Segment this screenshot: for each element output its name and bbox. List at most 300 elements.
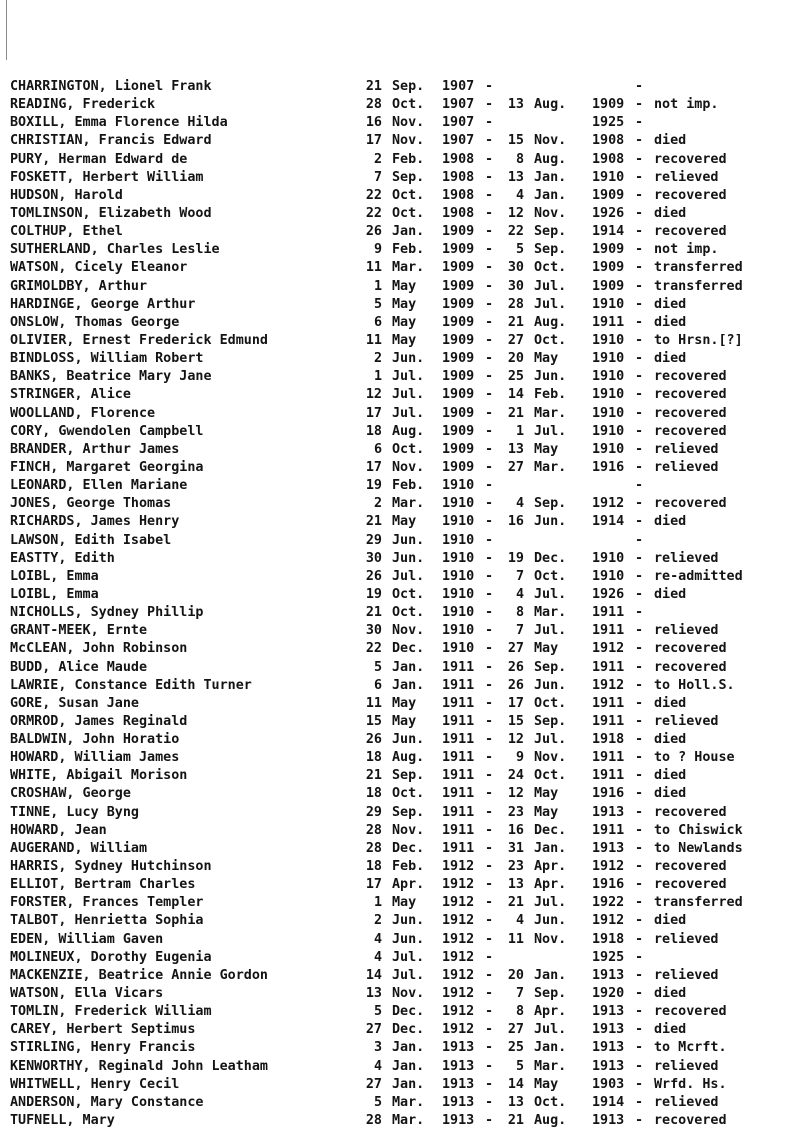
- discharge-month: Sep.: [534, 713, 567, 729]
- date-separator: -: [485, 115, 494, 131]
- outcome-text: relieved: [654, 1058, 719, 1074]
- patient-name: BUDD, Alice Maude: [10, 659, 148, 675]
- outcome-separator: -: [635, 1004, 644, 1020]
- outcome-separator: -: [635, 314, 644, 330]
- date-separator: -: [485, 550, 494, 566]
- discharge-month: May: [534, 1076, 559, 1092]
- outcome-text: to ? House: [654, 750, 735, 766]
- outcome-separator: -: [635, 605, 644, 621]
- admission-month: Jan.: [392, 1058, 425, 1074]
- date-separator: -: [485, 986, 494, 1002]
- date-separator: -: [485, 877, 494, 893]
- discharge-month: May: [534, 641, 559, 657]
- outcome-text: died: [654, 351, 687, 367]
- discharge-day: 16: [507, 514, 524, 530]
- patient-name: LAWSON, Edith Isabel: [10, 532, 172, 548]
- patient-name: COLTHUP, Ethel: [10, 224, 123, 240]
- admission-year: 1909: [442, 387, 475, 403]
- outcome-text: transferred: [654, 260, 743, 276]
- discharge-day: 7: [515, 623, 524, 639]
- outcome-separator: -: [635, 913, 644, 929]
- discharge-year: 1914: [592, 224, 625, 240]
- discharge-day: 31: [507, 840, 524, 856]
- patient-name: EASTTY, Edith: [10, 550, 115, 566]
- discharge-year: 1910: [592, 169, 625, 185]
- outcome-separator: -: [635, 967, 644, 983]
- admission-day: 14: [365, 967, 382, 983]
- admission-day: 2: [373, 496, 382, 512]
- discharge-month: Oct.: [534, 260, 567, 276]
- outcome-text: recovered: [654, 859, 727, 875]
- admission-day: 15: [365, 713, 382, 729]
- admission-day: 6: [373, 441, 382, 457]
- discharge-year: 1925: [592, 115, 625, 131]
- admissions-register: [10, 78, 795, 1130]
- admission-year: 1912: [442, 1004, 475, 1020]
- patient-name: KENWORTHY, Reginald John Leatham: [10, 1058, 268, 1074]
- outcome-separator: -: [635, 949, 644, 965]
- register-row: [10, 386, 795, 404]
- discharge-day: 15: [507, 713, 524, 729]
- discharge-month: Jan.: [534, 169, 567, 185]
- patient-name: TUFNELL, Mary: [10, 1113, 115, 1129]
- discharge-day: 21: [507, 1113, 524, 1129]
- discharge-year: 1909: [592, 187, 625, 203]
- admission-year: 1909: [442, 441, 475, 457]
- admission-year: 1909: [442, 242, 475, 258]
- discharge-month: Jul.: [534, 895, 567, 911]
- discharge-day: 8: [515, 1004, 524, 1020]
- outcome-text: relieved: [654, 713, 719, 729]
- outcome-separator: -: [635, 496, 644, 512]
- outcome-text: recovered: [654, 496, 727, 512]
- register-row: [10, 495, 795, 513]
- admission-month: Feb.: [392, 859, 425, 875]
- outcome-separator: -: [635, 568, 644, 584]
- register-row: [10, 1003, 795, 1021]
- discharge-month: Sep.: [534, 242, 567, 258]
- admission-month: Apr.: [392, 877, 425, 893]
- admission-month: Dec.: [392, 1022, 425, 1038]
- outcome-text: died: [654, 296, 687, 312]
- admission-year: 1910: [442, 514, 475, 530]
- outcome-separator: -: [635, 278, 644, 294]
- discharge-year: 1909: [592, 242, 625, 258]
- outcome-separator: -: [635, 351, 644, 367]
- discharge-day: 14: [507, 387, 524, 403]
- admission-month: Oct.: [392, 441, 425, 457]
- outcome-text: to Chiswick: [654, 822, 743, 838]
- admission-day: 17: [365, 459, 382, 475]
- discharge-month: Sep.: [534, 659, 567, 675]
- outcome-separator: -: [635, 877, 644, 893]
- register-row: [10, 513, 795, 531]
- admission-year: 1911: [442, 695, 475, 711]
- outcome-separator: -: [635, 931, 644, 947]
- outcome-text: recovered: [654, 151, 727, 167]
- admission-year: 1911: [442, 786, 475, 802]
- discharge-month: Jan.: [534, 840, 567, 856]
- patient-name: STRINGER, Alice: [10, 387, 131, 403]
- outcome-text: relieved: [654, 169, 719, 185]
- admission-year: 1909: [442, 314, 475, 330]
- outcome-separator: -: [635, 659, 644, 675]
- admission-day: 11: [365, 332, 382, 348]
- discharge-month: Aug.: [534, 151, 567, 167]
- discharge-day: 12: [507, 786, 524, 802]
- date-separator: -: [485, 260, 494, 276]
- admission-month: Nov.: [392, 986, 425, 1002]
- discharge-day: 13: [507, 169, 524, 185]
- patient-name: READING, Frederick: [10, 97, 156, 113]
- admission-month: Nov.: [392, 623, 425, 639]
- discharge-year: 1910: [592, 405, 625, 421]
- admission-month: May: [392, 895, 417, 911]
- admission-month: May: [392, 278, 417, 294]
- date-separator: -: [485, 804, 494, 820]
- date-separator: -: [485, 768, 494, 784]
- admission-year: 1912: [442, 967, 475, 983]
- date-separator: -: [485, 169, 494, 185]
- admission-month: Jun.: [392, 532, 425, 548]
- outcome-separator: -: [635, 478, 644, 494]
- register-row: [10, 858, 795, 876]
- discharge-day: 27: [507, 1022, 524, 1038]
- register-row: [10, 259, 795, 277]
- admission-day: 5: [373, 1004, 382, 1020]
- admission-year: 1911: [442, 677, 475, 693]
- admission-month: Mar.: [392, 1113, 425, 1129]
- register-row: [10, 1112, 795, 1130]
- admission-month: Feb.: [392, 478, 425, 494]
- admission-month: Jun.: [392, 732, 425, 748]
- discharge-day: 28: [507, 296, 524, 312]
- register-row: [10, 96, 795, 114]
- admission-year: 1909: [442, 278, 475, 294]
- discharge-day: 21: [507, 895, 524, 911]
- discharge-year: 1910: [592, 296, 625, 312]
- date-separator: -: [485, 151, 494, 167]
- admission-day: 29: [365, 804, 382, 820]
- discharge-year: 1911: [592, 750, 625, 766]
- register-row: [10, 568, 795, 586]
- admission-year: 1909: [442, 332, 475, 348]
- outcome-text: to Mcrft.: [654, 1040, 727, 1056]
- discharge-month: Mar.: [534, 459, 567, 475]
- outcome-text: died: [654, 986, 687, 1002]
- date-separator: -: [485, 387, 494, 403]
- date-separator: -: [485, 931, 494, 947]
- admission-day: 1: [373, 278, 382, 294]
- discharge-month: Jul.: [534, 296, 567, 312]
- admission-month: May: [392, 695, 417, 711]
- register-row: [10, 423, 795, 441]
- admission-day: 6: [373, 314, 382, 330]
- patient-name: LOIBL, Emma: [10, 586, 99, 602]
- date-separator: -: [485, 97, 494, 113]
- discharge-day: 14: [507, 1076, 524, 1092]
- admission-year: 1913: [442, 1076, 475, 1092]
- discharge-day: 7: [515, 568, 524, 584]
- outcome-separator: -: [635, 550, 644, 566]
- outcome-separator: -: [635, 387, 644, 403]
- admission-year: 1912: [442, 1022, 475, 1038]
- outcome-separator: -: [635, 804, 644, 820]
- discharge-year: 1911: [592, 713, 625, 729]
- outcome-text: relieved: [654, 441, 719, 457]
- discharge-day: 23: [507, 859, 524, 875]
- admission-year: 1913: [442, 1094, 475, 1110]
- discharge-day: 25: [507, 369, 524, 385]
- register-row: [10, 532, 795, 550]
- outcome-separator: -: [635, 1058, 644, 1074]
- discharge-day: 20: [507, 967, 524, 983]
- patient-name: CHARRINGTON, Lionel Frank: [10, 79, 212, 94]
- discharge-day: 26: [507, 659, 524, 675]
- admission-year: 1909: [442, 405, 475, 421]
- register-row: [10, 114, 795, 132]
- admission-day: 4: [373, 1058, 382, 1074]
- patient-name: RICHARDS, James Henry: [10, 514, 180, 530]
- admission-day: 26: [365, 732, 382, 748]
- discharge-month: Jul.: [534, 586, 567, 602]
- discharge-day: 4: [515, 187, 524, 203]
- outcome-separator: -: [635, 115, 644, 131]
- date-separator: -: [485, 605, 494, 621]
- outcome-text: not imp.: [654, 97, 719, 113]
- admission-month: Sep.: [392, 169, 425, 185]
- date-separator: -: [485, 351, 494, 367]
- discharge-year: 1912: [592, 677, 625, 693]
- register-row: [10, 640, 795, 658]
- discharge-year: 1920: [592, 986, 625, 1002]
- patient-name: BALDWIN, John Horatio: [10, 732, 180, 748]
- outcome-text: recovered: [654, 641, 727, 657]
- date-separator: -: [485, 441, 494, 457]
- outcome-separator: -: [635, 97, 644, 113]
- discharge-day: 9: [515, 750, 524, 766]
- discharge-year: 1909: [592, 97, 625, 113]
- discharge-year: 1911: [592, 605, 625, 621]
- admission-day: 21: [365, 768, 382, 784]
- outcome-separator: -: [635, 713, 644, 729]
- admission-month: May: [392, 514, 417, 530]
- page-edge-mark: [6, 0, 7, 60]
- admission-year: 1910: [442, 605, 475, 621]
- admission-month: May: [392, 296, 417, 312]
- outcome-text: to Hrsn.[?]: [654, 332, 743, 348]
- discharge-day: 20: [507, 351, 524, 367]
- discharge-month: Jul.: [534, 1022, 567, 1038]
- register-row: [10, 314, 795, 332]
- discharge-month: Jul.: [534, 423, 567, 439]
- outcome-separator: -: [635, 423, 644, 439]
- discharge-month: Aug.: [534, 1113, 567, 1129]
- admission-day: 30: [365, 550, 382, 566]
- date-separator: -: [485, 314, 494, 330]
- register-row: [10, 1058, 795, 1076]
- admission-year: 1907: [442, 79, 475, 94]
- admission-day: 21: [365, 514, 382, 530]
- patient-name: HARRIS, Sydney Hutchinson: [10, 859, 212, 875]
- register-row: [10, 441, 795, 459]
- admission-month: Aug.: [392, 750, 425, 766]
- discharge-month: Aug.: [534, 314, 567, 330]
- date-separator: -: [485, 459, 494, 475]
- discharge-day: 11: [507, 931, 524, 947]
- admission-day: 5: [373, 296, 382, 312]
- outcome-separator: -: [635, 768, 644, 784]
- discharge-month: Sep.: [534, 496, 567, 512]
- admission-day: 4: [373, 931, 382, 947]
- outcome-text: recovered: [654, 369, 727, 385]
- outcome-separator: -: [635, 1040, 644, 1056]
- patient-name: McCLEAN, John Robinson: [10, 641, 188, 657]
- patient-name: STIRLING, Henry Francis: [10, 1040, 196, 1056]
- outcome-separator: -: [635, 405, 644, 421]
- discharge-day: 16: [507, 822, 524, 838]
- outcome-separator: -: [635, 441, 644, 457]
- admission-month: Jun.: [392, 550, 425, 566]
- register-row: [10, 894, 795, 912]
- admission-month: Dec.: [392, 840, 425, 856]
- admission-year: 1911: [442, 750, 475, 766]
- discharge-year: 1916: [592, 786, 625, 802]
- admission-year: 1910: [442, 641, 475, 657]
- outcome-text: relieved: [654, 1094, 719, 1110]
- admission-year: 1909: [442, 224, 475, 240]
- discharge-day: 12: [507, 732, 524, 748]
- patient-name: CHRISTIAN, Francis Edward: [10, 133, 212, 149]
- admission-month: Oct.: [392, 205, 425, 221]
- patient-name: ANDERSON, Mary Constance: [10, 1094, 204, 1110]
- register-row: [10, 985, 795, 1003]
- admission-year: 1909: [442, 260, 475, 276]
- date-separator: -: [485, 1040, 494, 1056]
- date-separator: -: [485, 242, 494, 258]
- date-separator: -: [485, 949, 494, 965]
- register-row: [10, 296, 795, 314]
- register-row: [10, 223, 795, 241]
- outcome-text: died: [654, 133, 687, 149]
- patient-name: MACKENZIE, Beatrice Annie Gordon: [10, 967, 268, 983]
- discharge-month: Jun.: [534, 913, 567, 929]
- discharge-day: 4: [515, 913, 524, 929]
- discharge-day: 13: [507, 441, 524, 457]
- admission-day: 12: [365, 387, 382, 403]
- admission-day: 11: [365, 260, 382, 276]
- outcome-separator: -: [635, 242, 644, 258]
- date-separator: -: [485, 659, 494, 675]
- patient-name: NICHOLLS, Sydney Phillip: [10, 605, 204, 621]
- patient-name: FORSTER, Frances Templer: [10, 895, 204, 911]
- admission-day: 5: [373, 659, 382, 675]
- admission-year: 1911: [442, 840, 475, 856]
- outcome-text: re-admitted: [654, 568, 743, 584]
- discharge-month: Nov.: [534, 931, 567, 947]
- outcome-separator: -: [635, 1113, 644, 1129]
- date-separator: -: [485, 224, 494, 240]
- admission-year: 1913: [442, 1040, 475, 1056]
- admission-month: May: [392, 332, 417, 348]
- admission-day: 22: [365, 205, 382, 221]
- discharge-day: 24: [507, 768, 524, 784]
- date-separator: -: [485, 840, 494, 856]
- admission-year: 1910: [442, 532, 475, 548]
- admission-year: 1912: [442, 913, 475, 929]
- discharge-year: 1913: [592, 1058, 625, 1074]
- admission-month: Jul.: [392, 387, 425, 403]
- outcome-text: died: [654, 913, 687, 929]
- admission-month: Oct.: [392, 786, 425, 802]
- patient-name: HUDSON, Harold: [10, 187, 123, 203]
- admission-month: Jan.: [392, 677, 425, 693]
- date-separator: -: [485, 423, 494, 439]
- register-row: [10, 677, 795, 695]
- admission-day: 21: [365, 605, 382, 621]
- admission-year: 1908: [442, 187, 475, 203]
- discharge-month: May: [534, 441, 559, 457]
- discharge-year: 1911: [592, 623, 625, 639]
- patient-name: HOWARD, Jean: [10, 822, 107, 838]
- date-separator: -: [485, 1076, 494, 1092]
- discharge-month: Mar.: [534, 405, 567, 421]
- outcome-text: relieved: [654, 459, 719, 475]
- admission-month: Dec.: [392, 1004, 425, 1020]
- patient-name: TOMLINSON, Elizabeth Wood: [10, 205, 212, 221]
- admission-day: 18: [365, 423, 382, 439]
- discharge-month: Oct.: [534, 332, 567, 348]
- discharge-year: 1909: [592, 278, 625, 294]
- date-separator: -: [485, 514, 494, 530]
- discharge-month: Feb.: [534, 387, 567, 403]
- discharge-day: 8: [515, 605, 524, 621]
- date-separator: -: [485, 568, 494, 584]
- outcome-text: died: [654, 314, 687, 330]
- admission-month: Jan.: [392, 224, 425, 240]
- admission-day: 21: [365, 79, 382, 94]
- admission-year: 1913: [442, 1113, 475, 1129]
- discharge-month: Mar.: [534, 1058, 567, 1074]
- patient-name: WATSON, Cicely Eleanor: [10, 260, 188, 276]
- date-separator: -: [485, 695, 494, 711]
- patient-name: TALBOT, Henrietta Sophia: [10, 913, 204, 929]
- date-separator: -: [485, 496, 494, 512]
- register-row: [10, 586, 795, 604]
- discharge-year: 1914: [592, 514, 625, 530]
- register-row: [10, 1039, 795, 1057]
- admission-month: Jan.: [392, 1040, 425, 1056]
- patient-name: ORMROD, James Reginald: [10, 713, 188, 729]
- admission-day: 17: [365, 133, 382, 149]
- admission-day: 6: [373, 677, 382, 693]
- discharge-year: 1912: [592, 641, 625, 657]
- admission-day: 30: [365, 623, 382, 639]
- date-separator: -: [485, 1004, 494, 1020]
- date-separator: -: [485, 79, 494, 94]
- admission-month: Jan.: [392, 659, 425, 675]
- register-row: [10, 368, 795, 386]
- admission-month: Mar.: [392, 260, 425, 276]
- admission-month: May: [392, 713, 417, 729]
- admission-month: Jan.: [392, 1076, 425, 1092]
- register-row: [10, 749, 795, 767]
- admission-month: Feb.: [392, 151, 425, 167]
- admission-year: 1910: [442, 496, 475, 512]
- discharge-year: 1910: [592, 332, 625, 348]
- outcome-separator: -: [635, 369, 644, 385]
- register-row: [10, 477, 795, 495]
